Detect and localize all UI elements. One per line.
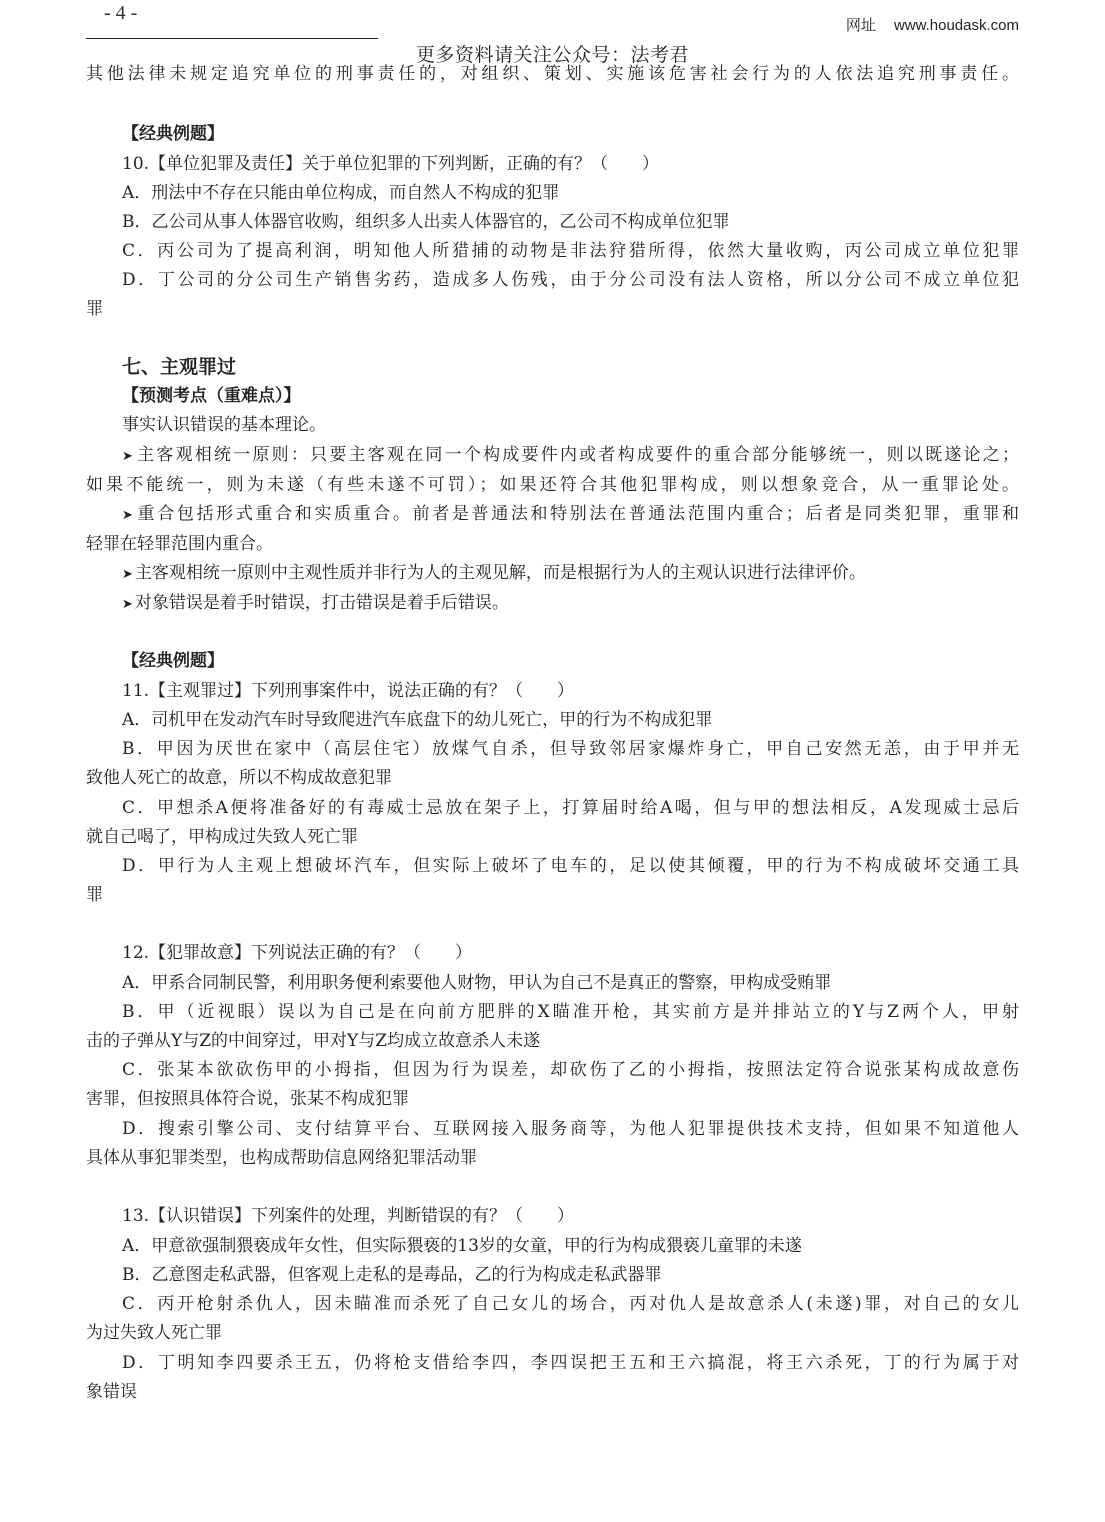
bullet-text: 对象错误是着手时错误，打击错误是着手后错误。: [134, 593, 509, 613]
bullet-arrow-icon: ➤: [122, 508, 133, 523]
bullet-text: 主客观相统一原则中主观性质并非行为人的主观见解，而是根据行为人的主观认识进行法律评价。: [134, 563, 866, 583]
question-11-option-c: C．甲想杀A便将准备好的有毒威士忌放在架子上，打算届时给A喝，但与甲的想法相反，A发现威士忌后: [122, 798, 1019, 818]
question-10-option-c: C．丙公司为了提高利润，明知他人所猎捕的动物是非法狩猎所得，依然大量收购，丙公司成立单位犯罪: [122, 241, 1019, 261]
bullet-text: 主客观相统一原则：只要主客观在同一个构成要件内或者构成要件的重合部分能够统一，则以既遂论之；: [134, 445, 1019, 465]
header-rule: [86, 38, 378, 39]
question-13-option-a: A．甲意欲强制猥亵成年女性，但实际猥亵的13岁的女童，甲的行为构成猥亵儿童罪的未遂: [122, 1236, 802, 1256]
bullet-arrow-icon: ➤: [122, 449, 133, 464]
example-heading: 【经典例题】: [122, 651, 224, 671]
question-11-option-d-cont: 罪: [86, 885, 103, 905]
website-label: 网址: [845, 17, 876, 34]
notice-banner: 更多资料请关注公众号：法考君: [415, 44, 689, 66]
question-12-option-b: B．甲（近视眼）误以为自己是在向前方肥胖的X瞄准开枪，其实前方是并排站立的Y与Z两个人，甲射: [122, 1002, 1019, 1022]
question-11-option-c-cont: 就自己喝了，甲构成过失致人死亡罪: [86, 827, 358, 847]
bullet-arrow-icon: ➤: [122, 567, 133, 582]
question-13-option-c-cont: 为过失致人死亡罪: [86, 1323, 222, 1343]
intro-line: 其他法律未规定追究单位的刑事责任的，对组织、策划、实施该危害社会行为的人依法追究刑事责任。: [86, 64, 1019, 84]
question-12-option-c: C．张某本欲砍伤甲的小拇指，但因为行为误差，却砍伤了乙的小拇指，按照法定符合说张某构成故意伤: [122, 1060, 1019, 1080]
bullet-item-cont: 如果不能统一，则为未遂（有些未遂不可罚）；如果还符合其他犯罪构成，则以想象竞合，从一重罪论处。: [86, 475, 1019, 495]
question-12-option-d-cont: 具体从事犯罪类型，也构成帮助信息网络犯罪活动罪: [86, 1148, 477, 1168]
question-10-stem: 10.【单位犯罪及责任】关于单位犯罪的下列判断，正确的有？（ ）: [122, 154, 660, 174]
question-12-stem: 12.【犯罪故意】下列说法正确的有？（ ）: [122, 943, 473, 963]
section-title: 七、主观罪过: [122, 356, 237, 378]
question-11-option-b-cont: 致他人死亡的故意，所以不构成故意犯罪: [86, 768, 392, 788]
page-number: - 4 -: [104, 2, 138, 24]
bullet-item: [122, 592, 1019, 616]
question-13-option-d-cont: 象错误: [86, 1382, 137, 1402]
bullet-text: 重合包括形式重合和实质重合。前者是普通法和特别法在普通法范围内重合；后者是同类犯罪，重罪和: [134, 504, 1019, 524]
question-13-option-c: C．丙开枪射杀仇人，因未瞄准而杀死了自己女儿的场合，丙对仇人是故意杀人(未遂)罪，对自己的女儿: [122, 1294, 1019, 1314]
bullet-item: [122, 444, 1019, 468]
example-heading: 【经典例题】: [122, 124, 224, 144]
website-url: www.houdask.com: [893, 17, 1019, 34]
question-13-option-b: B．乙意图走私武器，但客观上走私的是毒品，乙的行为构成走私武器罪: [122, 1265, 662, 1285]
question-11-option-a: A．司机甲在发动汽车时导致爬进汽车底盘下的幼儿死亡，甲的行为不构成犯罪: [122, 710, 713, 730]
question-11-option-b: B．甲因为厌世在家中（高层住宅）放煤气自杀，但导致邻居家爆炸身亡，甲自己安然无恙，由于甲并无: [122, 739, 1019, 759]
question-11-option-d: D．甲行为人主观上想破坏汽车，但实际上破坏了电车的，足以使其倾覆，甲的行为不构成破坏交通工具: [122, 856, 1019, 876]
question-12-option-c-cont: 害罪，但按照具体符合说，张某不构成犯罪: [86, 1089, 409, 1109]
question-10-option-d-cont: 罪: [86, 299, 103, 319]
question-10-option-d: D．丁公司的分公司生产销售劣药，造成多人伤残，由于分公司没有法人资格，所以分公司不成立单位犯: [122, 270, 1019, 290]
question-13-option-d: D．丁明知李四要杀王五，仍将枪支借给李四，李四误把王五和王六搞混，将王六杀死，丁的行为属于对: [122, 1353, 1019, 1373]
topic-line: 事实认识错误的基本理论。: [122, 415, 326, 435]
question-12-option-d: D．搜索引擎公司、支付结算平台、互联网接入服务商等，为他人犯罪提供技术支持，但如果不知道他人: [122, 1119, 1019, 1139]
bullet-arrow-icon: ➤: [122, 597, 133, 612]
question-10-option-a: A．刑法中不存在只能由单位构成，而自然人不构成的犯罪: [122, 183, 560, 203]
question-12-option-a: A．甲系合同制民警，利用职务便利索要他人财物，甲认为自己不是真正的警察，甲构成受贿罪: [122, 973, 832, 993]
bullet-item-cont: 轻罪在轻罪范围内重合。: [86, 534, 273, 554]
website: [846, 14, 1019, 35]
question-13-stem: 13.【认识错误】下列案件的处理，判断错误的有？（ ）: [122, 1206, 575, 1226]
question-12-option-b-cont: 击的子弹从Y与Z的中间穿过，甲对Y与Z均成立故意杀人未遂: [86, 1031, 541, 1051]
question-11-stem: 11.【主观罪过】下列刑事案件中，说法正确的有？（ ）: [122, 681, 575, 701]
question-10-option-b: B．乙公司从事人体器官收购，组织多人出卖人体器官的，乙公司不构成单位犯罪: [122, 212, 730, 232]
bullet-item: [122, 562, 1019, 586]
forecast-heading: 【预测考点（重难点）】: [122, 386, 301, 406]
bullet-item: [122, 503, 1019, 527]
